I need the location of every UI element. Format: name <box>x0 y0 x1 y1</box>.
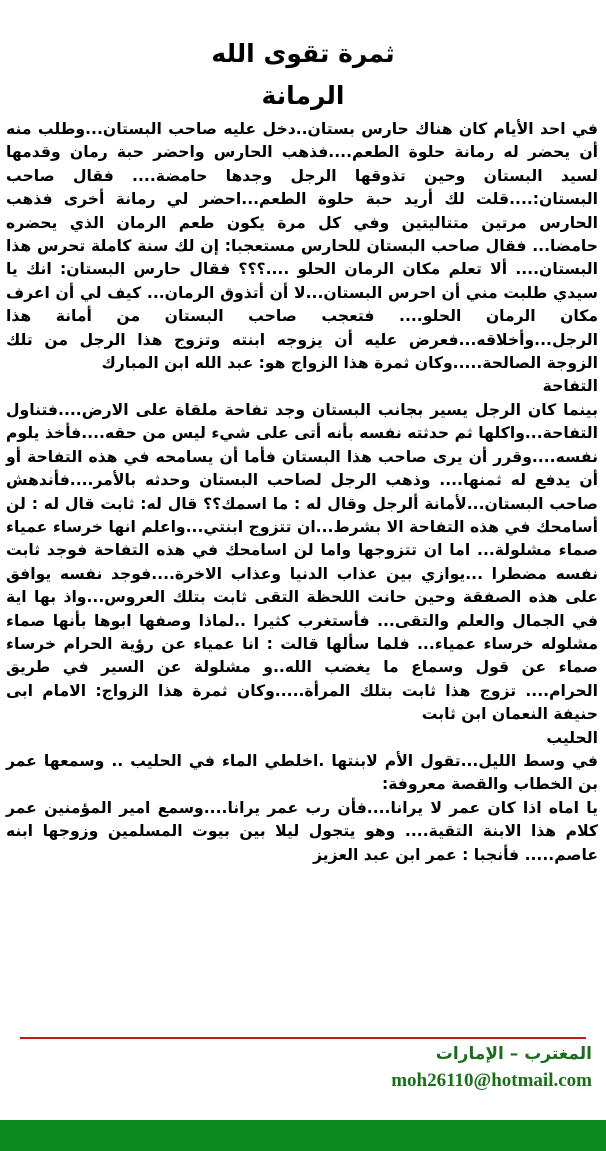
story-apple-text: بينما كان الرجل يسير بجانب البستان وجد تفاحة ملقاة على الارض....فتناول التفاحة...واكلها ثم حدثته نفسه بأنه أتى على شيء ليس من حقه....فأخذ يلوم نفسه....وقرر أن يرى صاحب هذا البستان فأما أن يسامحه في هذه التفاحة أو أن يدفع له ثمنها.... وذهب الرجل لصاحب البستان وحدثه بالأمر....فأندهش صاحب البستان...لأمانة ألرجل وقال له : ما اسمك؟؟ قال له: ثابت قال له : لن أسامحك في هذه التفاحة الا بشرط...ان تتزوج ابنتي...واعلم انها خرساء عمياء صماء مشلولة... اما ان تتزوجها واما لن اسامحك في هذه التفاحة فوجد ثابت نفسه مضطرا ...يوازي بين عذاب الدنيا وعذاب الاخرة....فوجد نفسه يوافق على هذه الصفقة وحين حانت اللحظة التقى ثابت بتلك العروس...واذ بها اية في الجمال والعلم والتقى... فأستغرب كثيرا ..لماذا وصفها ابوها بأنها صماء مشلوله خرساء عمياء... فلما سألها قالت : انا عمياء عن رؤية الحرام خرساء صماء عن قول وسماع ما يغضب الله..و مشلولة عن السير في طريق الحرام.... تزوج هذا ثابت بتلك المرأة.....وكان ثمرة هذا الزواج: الامام ابى حنيفة النعمان ابن ثابت <box>6 400 598 724</box>
story-milk-text-1: في وسط الليل...تقول الأم لابنتها .اخلطي الماء في الحليب .. وسمعها عمر بن الخطاب والقصة معروفة: <box>6 751 598 794</box>
story-pomegranate-text: في احد الأيام كان هناك حارس بستان..دخل عليه صاحب البستان...وطلب منه أن يحضر له رمانة حلوة الطعم....فذهب الحارس واحضر حبة رمان وقدمها لسيد البستان وحين تذوقها الرجل وجدها حامضة.... فقال صاحب البستان:....قلت لك أريد حبة حلوة الطعم...احضر لي رمانة أخرى فذهب الحارس مرتين متتاليتين وفي كل مرة يكون طعم الرمان الذي يحضره حامضا... فقال صاحب البستان للحارس مستعجبا: إن لك سنة كاملة تحرس هذا البستان.... ألا تعلم مكان الرمان الحلو ....؟؟؟ فقال حارس البستان: انك يا سيدي طلبت مني أن احرس البستان...لا أن أتذوق الرمان... كيف لي أن اعرف مكان الرمان الحلو.... فتعجب صاحب البستان من أمانة هذا الرجل...وأخلاقه...فعرض عليه أن يزوجه ابنته وتزوج هذا الرجل من تلك الزوجة الصالحة.....وكان ثمرة هذا الزواج هو: عبد الله ابن المبارك <box>6 120 598 373</box>
article-body <box>6 118 598 867</box>
page-title: ثمرة تقوى الله <box>211 39 395 68</box>
author-location: المغترب – الإمارات <box>435 1044 592 1064</box>
story-milk-text-2: يا اماه اذا كان عمر لا يرانا....فأن رب عمر يرانا....وسمع امير المؤمنين عمر كلام هذا الابنة التقية.... وهو يتجول ليلا بين بيوت المسلمين وزوجها ابنه عاصم..... فأنجبا : عمر ابن عبد العزيز <box>6 798 598 864</box>
bottom-green-bar <box>0 1120 606 1151</box>
story-apple-heading: التفاحة <box>542 377 598 396</box>
author-email[interactable]: moh26110@hotmail.com <box>391 1070 592 1091</box>
story-milk-heading: الحليب <box>546 728 598 747</box>
page-subtitle: الرمانة <box>261 81 345 110</box>
footer-divider <box>20 1037 586 1039</box>
